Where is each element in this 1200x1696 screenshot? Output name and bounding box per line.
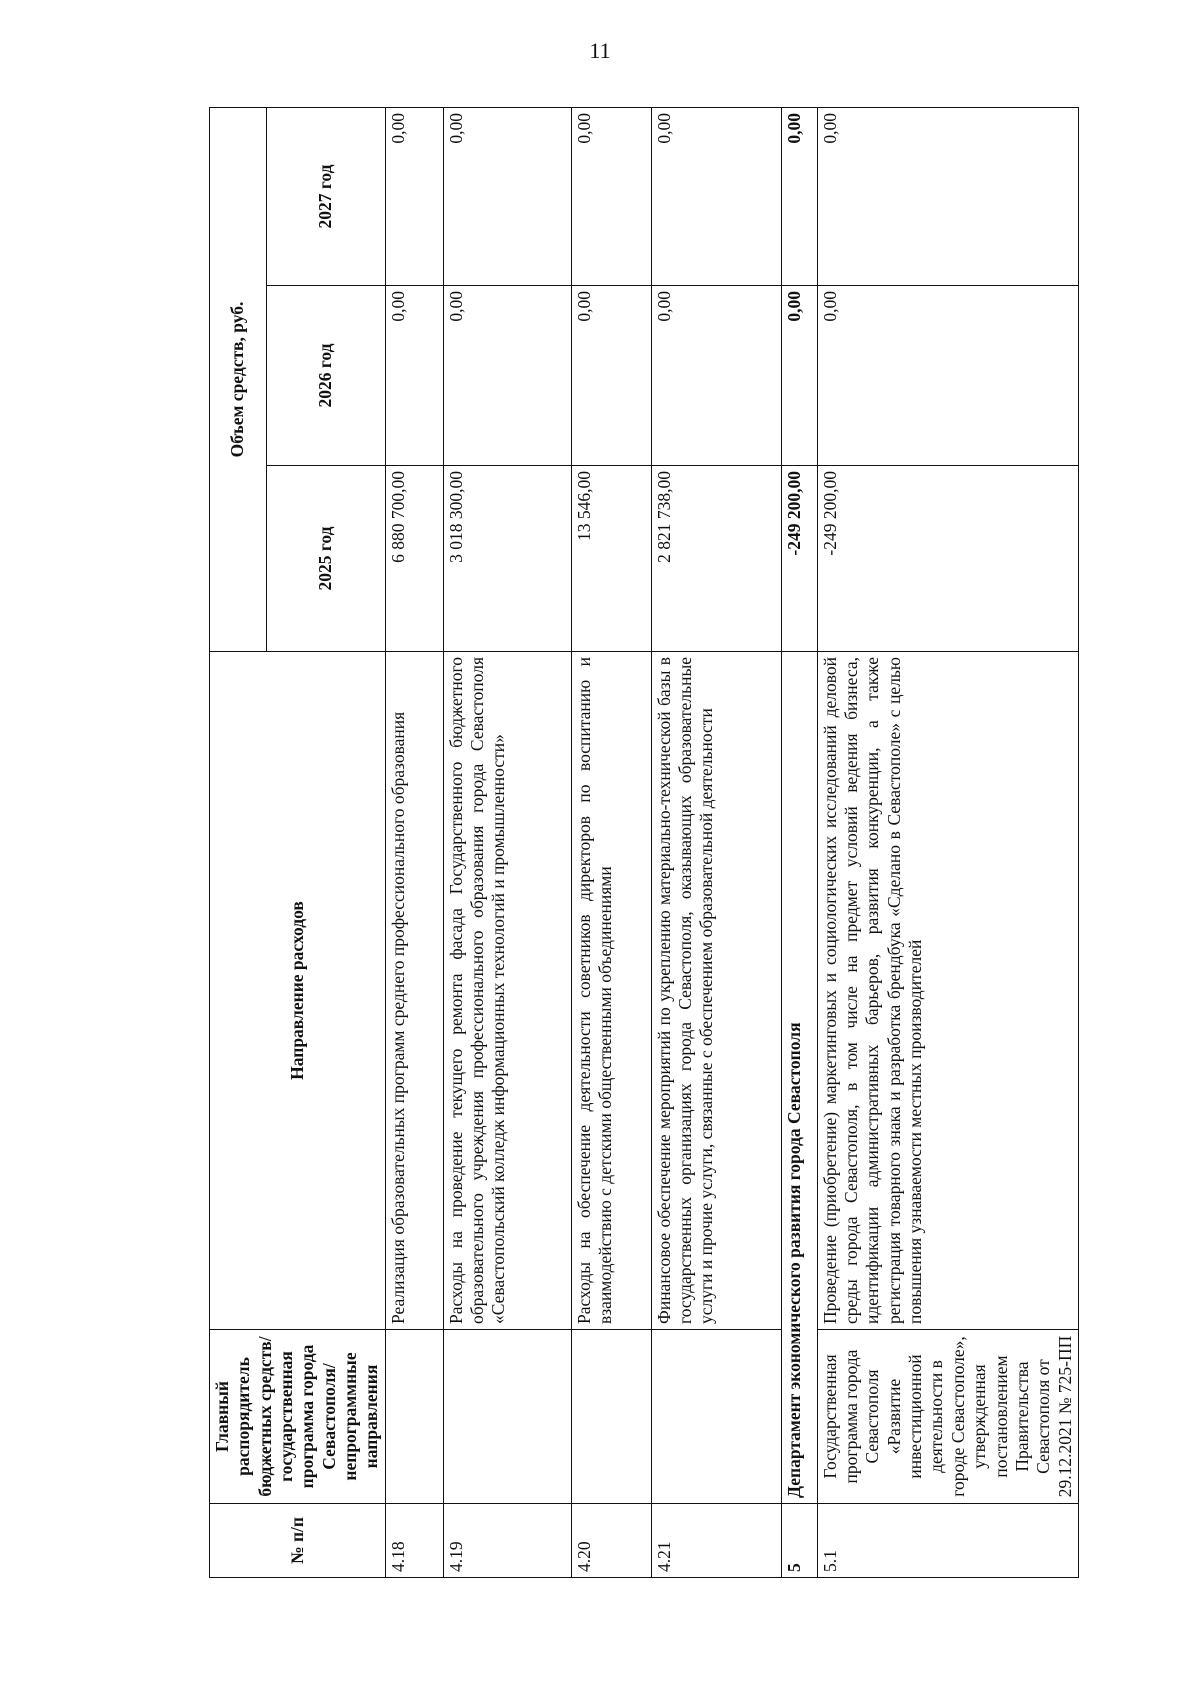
header-2025: 2025 год [267,466,386,652]
page-number: 11 [589,38,611,63]
table-row [443,107,571,1577]
header-owner: Главный распорядитель бюджетных средств/государственная программа города Севастополя/непрограммные направления [210,1330,386,1504]
table-row [651,107,781,1577]
section-2025: -249 200,00 [781,466,817,652]
header-2026: 2026 год [267,286,386,466]
table-row [817,107,1078,1577]
row-direction: Расходы на проведение текущего ремонта фасада Государственного бюджетного образовательного учреждения профессионального образования города Севастополя «Севастопольский колледж информационных технологий и промышленности» [443,652,571,1330]
row-num: 4.18 [385,1504,443,1578]
section-title: Департамент экономического развития города Севастополя [781,652,817,1504]
header-2027: 2027 год [267,107,386,285]
row-owner [651,1330,781,1504]
row-num: 4.19 [443,1504,571,1578]
row-owner [443,1330,571,1504]
row-direction: Финансовое обеспечение мероприятий по укреплению материально-технической базы в государственных организациях города Севастополя, оказывающих образовательные услуги и прочие услуги, связанные с обеспечением образовательной деятельности [651,652,781,1330]
row-direction: Расходы на обеспечение деятельности советников директоров по воспитанию и взаимодействию с детскими общественными объединениями [571,652,651,1330]
row-num: 4.20 [571,1504,651,1578]
section-row [781,107,817,1577]
row-2025: 3 018 300,00 [443,466,571,652]
row-2025: -249 200,00 [817,466,1078,652]
row-2027: 0,00 [385,107,443,285]
header-num: № п/п [210,1504,386,1578]
row-2026: 0,00 [443,286,571,466]
row-2026: 0,00 [385,286,443,466]
row-2027: 0,00 [817,107,1078,285]
row-2026: 0,00 [817,286,1078,466]
row-direction: Реализация образовательных программ среднего профессионального образования [385,652,443,1330]
row-2026: 0,00 [571,286,651,466]
row-2027: 0,00 [571,107,651,285]
section-num: 5 [781,1504,817,1578]
row-num: 4.21 [651,1504,781,1578]
header-volume: Объем средств, руб. [210,107,267,651]
row-2027: 0,00 [651,107,781,285]
table-row [385,107,443,1577]
row-owner: Государственная программа города Севастополя «Развитие инвестиционной деятельности в городе Севастополе», утвержденная постановлением Правительства Севастополя от 29.12.2021 № 725-ПП [817,1330,1078,1504]
header-direction: Направление расходов [210,652,386,1330]
row-direction: Проведение (приобретение) маркетинговых и социологических исследований деловой среды города Севастополя, в том числе на предмет условий ведения бизнеса, идентификации административных барьеров, развития конкуренции, а также регистрация товарного знака и разработка брендбука «Сделано в Севастополе» с целью повышения узнаваемости местных производителей [817,652,1078,1330]
row-2026: 0,00 [651,286,781,466]
section-2026: 0,00 [781,286,817,466]
budget-table [209,107,1079,1578]
row-2025: 2 821 738,00 [651,466,781,652]
row-num: 5.1 [817,1504,1078,1578]
row-owner [385,1330,443,1504]
row-2025: 6 880 700,00 [385,466,443,652]
table-row [571,107,651,1577]
section-2027: 0,00 [781,107,817,285]
rotated-table-wrapper [209,108,1075,1578]
row-owner [571,1330,651,1504]
row-2027: 0,00 [443,107,571,285]
row-2025: 13 546,00 [571,466,651,652]
